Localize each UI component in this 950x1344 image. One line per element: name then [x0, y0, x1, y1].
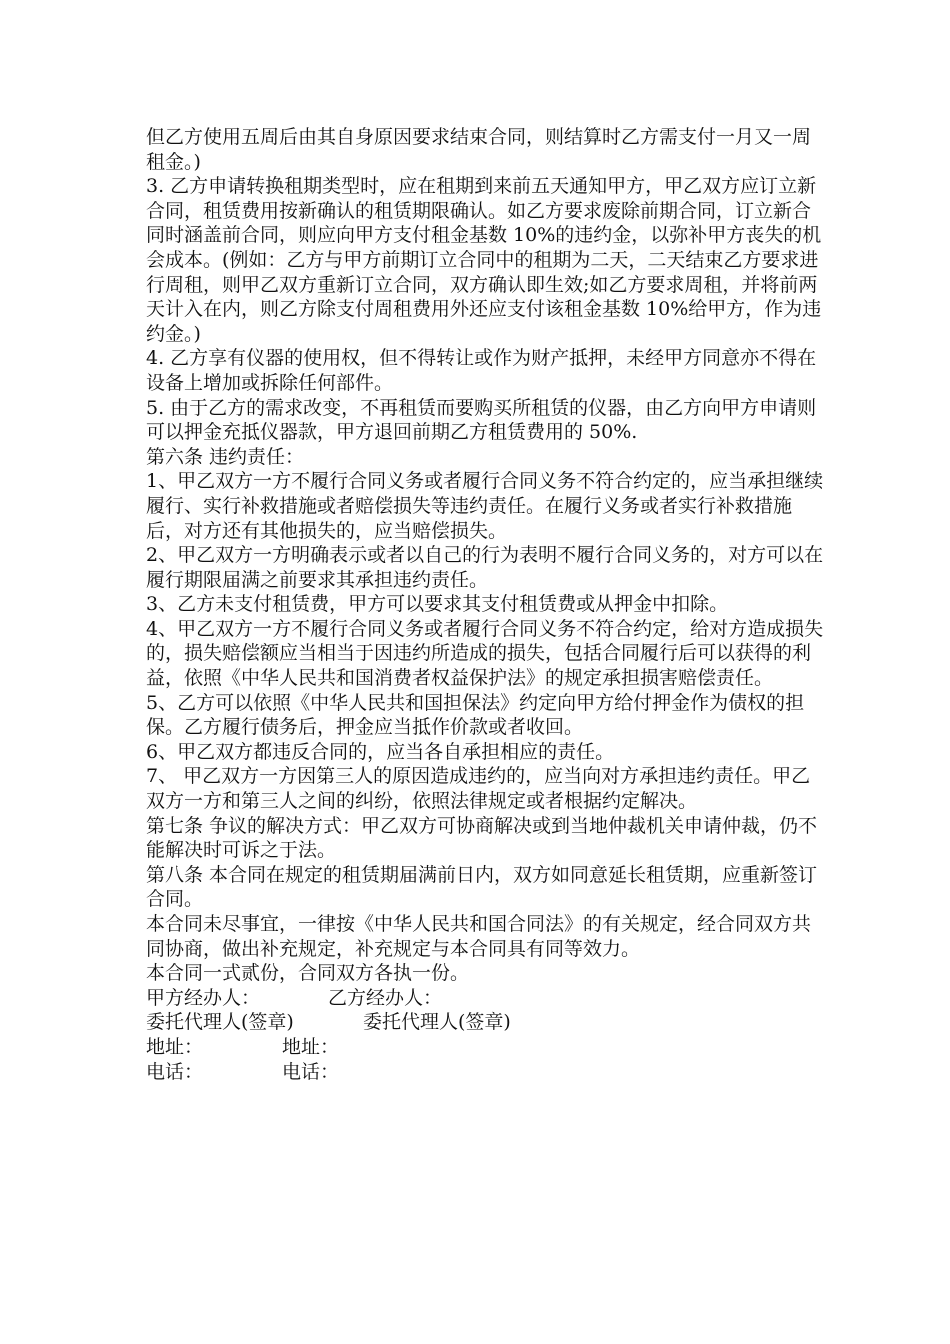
article-6-item-6: 6、甲乙双方都违反合同的，应当各自承担相应的责任。	[146, 740, 615, 763]
article-7-dispute: 第七条 争议的解决方式：甲乙双方可协商解决或到当地仲裁机关申请仲裁，仍不能解决时可诉之于法。	[146, 814, 818, 862]
signature-phone-row	[146, 1060, 826, 1085]
article-6-item-4: 4、甲乙双方一方不履行合同义务或者履行合同义务不符合约定，给对方造成损失的，损失赔偿额应当相当于因违约所造成的损失，包括合同履行后可以获得的利益，依照《中华人民共和国消费者权益保护法》的规定承担损害赔偿责任。	[146, 617, 824, 690]
article-6-item-2: 2、甲乙双方一方明确表示或者以自己的行为表明不履行合同义务的，对方可以在履行期限届满之前要求其承担违约责任。	[146, 544, 824, 591]
party-a-phone-label: 电话：	[146, 1060, 204, 1083]
party-a-address-label: 地址：	[146, 1035, 204, 1058]
paragraph-supplementary: 本合同未尽事宜，一律按《中华人民共和国合同法》的有关规定，经合同双方共同协商，做出补充规定，补充规定与本合同具有同等效力。	[146, 913, 812, 960]
paragraph-copies: 本合同一式贰份，合同双方各执一份。	[146, 962, 470, 985]
article-6-item-5: 5、乙方可以依照《中华人民共和国担保法》约定向甲方给付押金作为债权的担保。乙方履行债务后，押金应当抵作价款或者收回。	[146, 691, 805, 739]
article-6-item-3: 3、乙方未支付租赁费，甲方可以要求其支付租赁费或从押金中扣除。	[146, 593, 729, 616]
signature-address-row	[146, 1035, 826, 1060]
contract-body	[146, 125, 826, 1084]
article-6-heading: 第六条 违约责任：	[146, 445, 305, 468]
party-b-proxy-label: 委托代理人(签章)	[363, 1011, 511, 1034]
party-a-agent-label: 甲方经办人：	[146, 986, 261, 1009]
signature-proxy-row	[146, 1010, 826, 1035]
party-b-address-label: 地址：	[282, 1035, 340, 1058]
clause-5-purchase-option: 5. 由于乙方的需求改变，不再租赁而要购买所租赁的仪器，由乙方向甲方申请则可以押金充抵仪器款，甲方退回前期乙方租赁费用的 50%.	[146, 396, 817, 444]
party-b-phone-label: 电话：	[282, 1060, 340, 1083]
article-6-item-1: 1、甲乙双方一方不履行合同义务或者履行合同义务不符合约定的，应当承担继续履行、实行补救措施或者赔偿损失等违约责任。在履行义务或者实行补救措施后，对方还有其他损失的，应当赔偿损失。	[146, 470, 824, 542]
party-a-proxy-label: 委托代理人(签章)	[146, 1011, 294, 1034]
paragraph-rental-settlement: 但乙方使用五周后由其自身原因要求结束合同，则结算时乙方需支付一月又一周租金。)	[146, 126, 812, 173]
party-b-agent-label: 乙方经办人：	[328, 986, 443, 1009]
article-8-extension: 第八条 本合同在规定的租赁期届满前日内，双方如同意延长租赁期，应重新签订合同。	[146, 863, 818, 911]
clause-3-lease-type-change: 3. 乙方申请转换租期类型时，应在租期到来前五天通知甲方，甲乙双方应订立新合同，租赁费用按新确认的租赁期限确认。如乙方要求废除前期合同，订立新合同时涵盖前合同，则应向甲方支付租金基数 10%的违约金，以弥补甲方丧失的机会成本。(例如：乙方与甲方前期订立合同中的租期为二天，二天结束乙方要求进行周租，则甲乙双方重新订立合同，双方确认即生效;如乙方要求周租，并将前两天计入在内，则乙方除支付周租费用外还应支付该租金基数 10%给甲方，作为违约金。)	[146, 175, 822, 345]
article-6-item-7: 7、 甲乙双方一方因第三人的原因造成违约的，应当向对方承担违约责任。甲乙双方一方和第三人之间的纠纷，依照法律规定或者根据约定解决。	[146, 765, 811, 813]
signature-agents-row	[146, 986, 826, 1011]
clause-4-usage-rights: 4. 乙方享有仪器的使用权，但不得转让或作为财产抵押，未经甲方同意亦不得在设备上增加或拆除任何部件。	[146, 347, 817, 394]
